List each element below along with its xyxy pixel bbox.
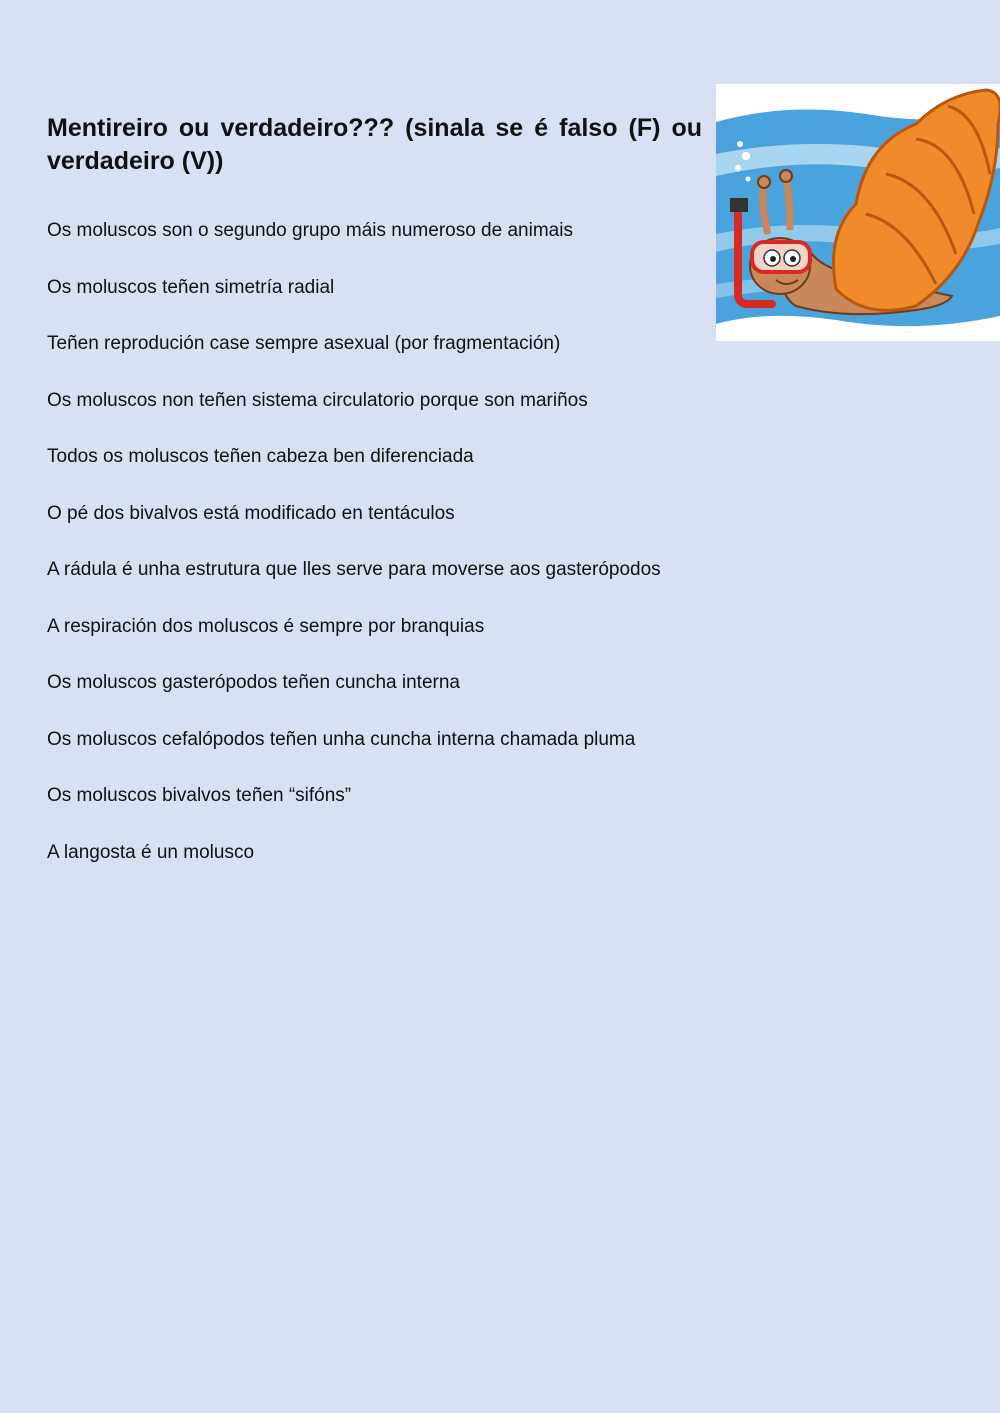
statement-list [47,217,661,895]
statement-item: A respiración dos moluscos é sempre por branquias [47,615,485,637]
statement-item: Os moluscos cefalópodos teñen unha cuncha interna chamada pluma [47,728,636,750]
diving-mask-icon [752,242,810,272]
statement-item: Os moluscos son o segundo grupo máis numeroso de animais [47,220,573,241]
statement-item: A langosta é un molusco [47,841,255,863]
statement-item: Os moluscos non teñen sistema circulatorio porque son mariños [47,389,588,411]
eye-stalk [786,178,790,230]
antenna-tip [780,170,792,182]
antenna-tip [758,176,770,188]
statement-item: Teñen reprodución case sempre asexual (por fragmentación) [47,333,561,354]
pupil [770,256,776,262]
statement-item: Os moluscos gasterópodos teñen cuncha interna [47,672,460,693]
statement-item: Todos os moluscos teñen cabeza ben diferenciada [47,446,474,467]
pupil [790,256,796,262]
snorkeling-snail-illustration [716,84,1000,341]
snail-icon [716,84,1000,341]
bubble-icon [735,165,741,171]
statement-item: A rádula é unha estrutura que lles serve para moverse aos gasterópodos [47,559,661,580]
statement-item: Os moluscos teñen simetría radial [47,276,335,298]
page-title: Mentireiro ou verdadeiro??? (sinala se é falso (F) ou verdadeiro (V)) [47,114,702,175]
bubble-icon [746,177,751,182]
statement-item: O pé dos bivalvos está modificado en tentáculos [47,502,455,524]
bubble-icon [737,141,743,147]
statement-item: Os moluscos bivalvos teñen “sifóns” [47,785,352,806]
snorkel-top [730,198,748,212]
bubble-icon [742,152,750,160]
